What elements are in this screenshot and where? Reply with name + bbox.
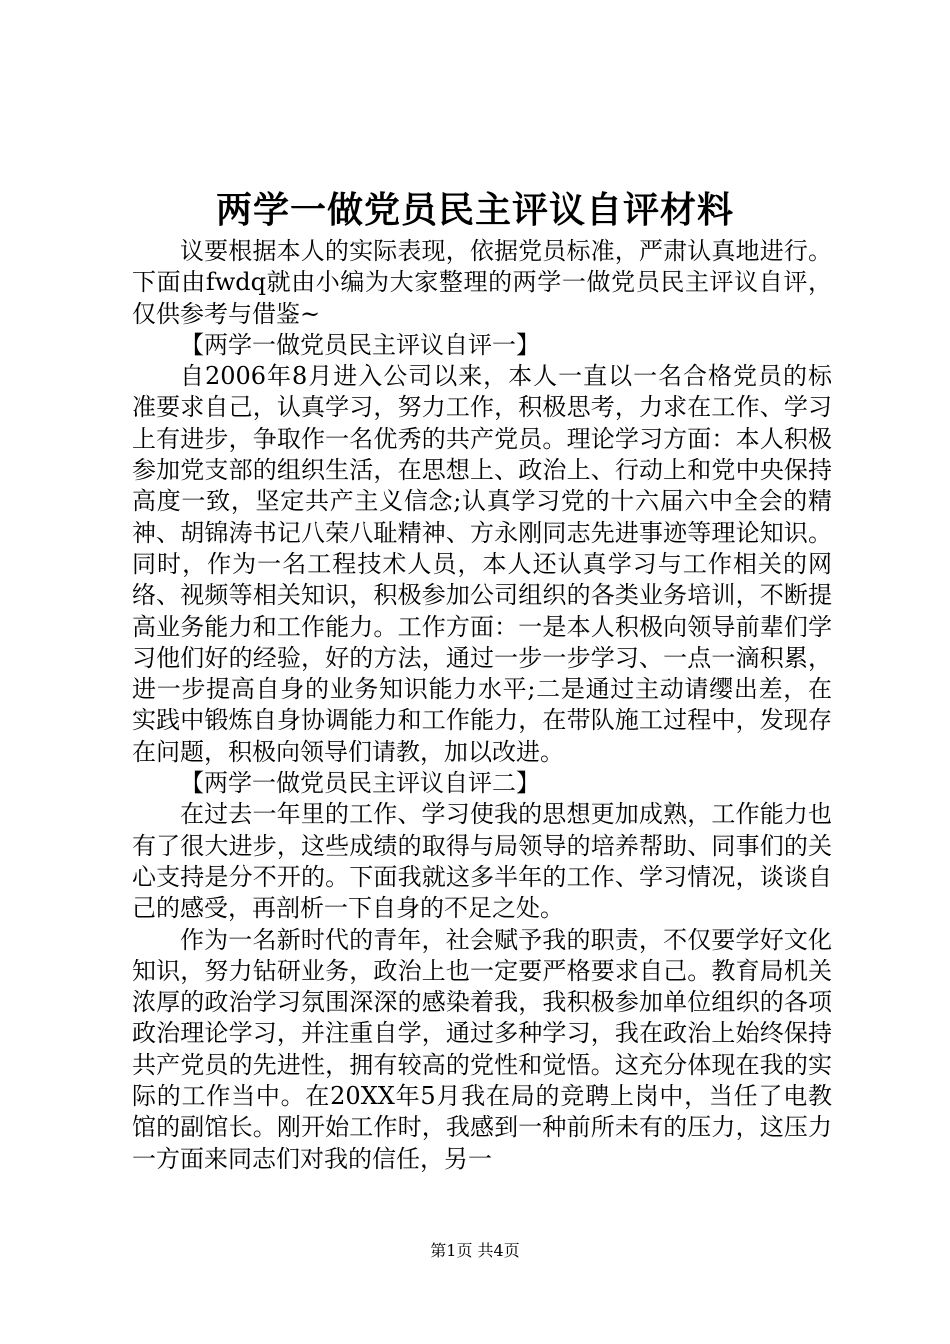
section-heading-two: 【两学一做党员民主评议自评二】 — [180, 769, 540, 798]
section-two-paragraph-one: 在过去一年里的工作、学习使我的思想更加成熟，工作能力也有了很大进步，这些成绩的取得与局领导的培养帮助、同事们的关心支持是分不开的。下面我就这多半年的工作、学习情况，谈谈自己的感受，再剖析一下自身的不足之处。 — [132, 800, 832, 923]
document-title: 两学一做党员民主评议自评材料 — [215, 189, 734, 231]
section-two-paragraph-two: 作为一名新时代的青年，社会赋予我的职责，不仅要学好文化知识，努力钻研业务，政治上也一定要严格要求自己。教育局机关浓厚的政治学习氛围深深的感染着我，我积极参加单位组织的各项政治理论学习，并注重自学，通过多种学习，我在政治上始终保持共产党员的先进性，拥有较高的党性和觉悟。这充分体现在我的实际的工作当中。在20XX年5月我在局的竞聘上岗中，当任了电教馆的副馆长。刚开始工作时，我感到一种前所未有的压力，这压力一方面来同志们对我的信任，另一 — [132, 925, 832, 1173]
section-heading-one: 【两学一做党员民主评议自评一】 — [180, 330, 540, 359]
document-body — [132, 236, 832, 1175]
section-one-paragraph: 自2006年8月进入公司以来，本人一直以一名合格党员的标准要求自己，认真学习，努力工作，积极思考，力求在工作、学习上有进步，争取作一名优秀的共产党员。理论学习方面：本人积极参加党支部的组织生活，在思想上、政治上、行动上和党中央保持高度一致，坚定共产主义信念;认真学习党的十六届六中全会的精神、胡锦涛书记八荣八耻精神、方永刚同志先进事迹等理论知识。同时，作为一名工程技术人员，本人还认真学习与工作相关的网络、视频等相关知识，积极参加公司组织的各类业务培训，不断提高业务能力和工作能力。工作方面：一是本人积极向领导前辈们学习他们好的经验，好的方法，通过一步一步学习、一点一滴积累，进一步提高自身的业务知识能力水平;二是通过主动请缨出差，在实践中锻炼自身协调能力和工作能力，在带队施工过程中，发现存在问题，积极向领导们请教，加以改进。 — [132, 362, 832, 766]
page-number-footer: 第1页 共4页 — [430, 1241, 520, 1260]
intro-paragraph: 议要根据本人的实际表现，依据党员标准，严肃认真地进行。下面由fwdq就由小编为大家整理的两学一做党员民主评议自评，仅供参考与借鉴~ — [132, 237, 832, 328]
